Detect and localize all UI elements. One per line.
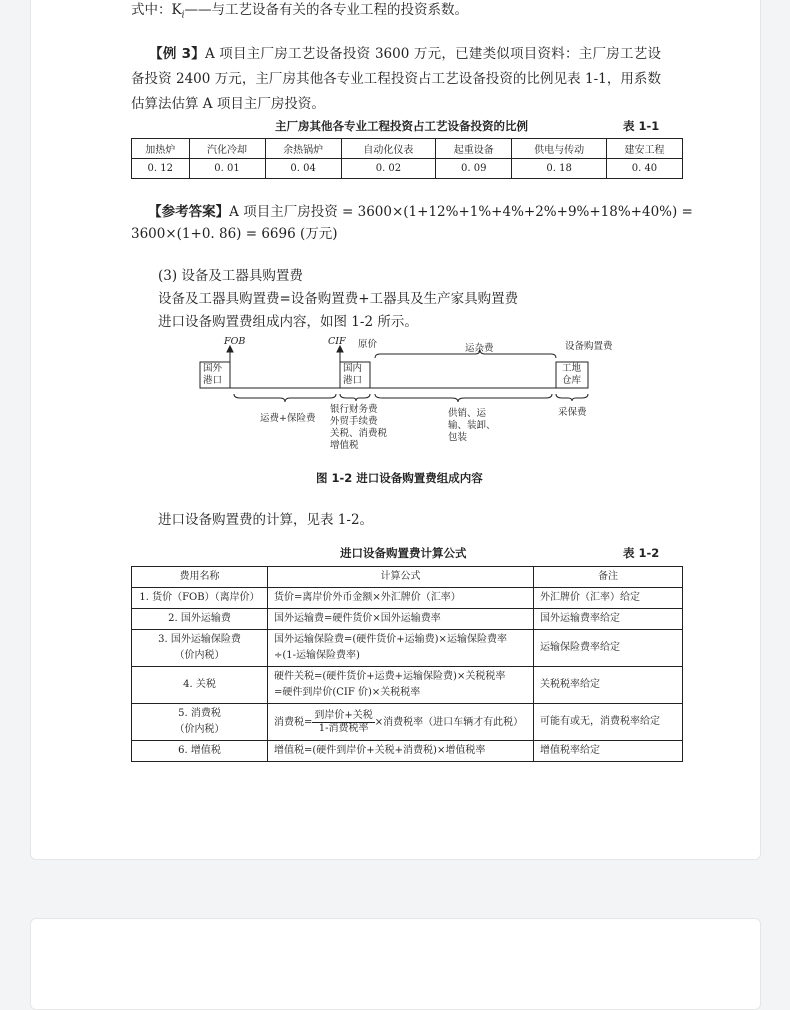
table1-value-row [132, 159, 683, 179]
table1-cell: 0. 04 [265, 159, 341, 179]
variable-definition: 式中：$K_i——$与工艺设备有关的各专业工程的投资系数。 [131, 2, 468, 21]
cif-label: CIF [328, 336, 346, 347]
fee-note: 国外运输费率给定 [534, 609, 683, 630]
shebei-label: 设备购置费 [565, 341, 613, 352]
fee-name: 4. 关税 [132, 667, 268, 704]
table1 [131, 138, 683, 179]
example-3 [131, 42, 661, 117]
fee-name: 5. 消费税 （价内税） [132, 704, 268, 741]
fee-formula: 国外运输费=硬件货价×国外运输费率 [268, 609, 534, 630]
fee-formula: 货价=离岸价外币金额×外汇牌价（汇率） [268, 588, 534, 609]
fee-name: 6. 增值税 [132, 741, 268, 762]
fob-label: FOB [224, 336, 246, 347]
yunzafei-label: 运杂费 [465, 343, 494, 354]
table2-row [132, 667, 683, 704]
section-heading: (3) 设备及工器具购置费 [158, 268, 303, 284]
table1-cell: 0. 40 [606, 159, 682, 179]
table2-header: 备注 [534, 567, 683, 588]
fee-note: 外汇牌价（汇率）给定 [534, 588, 683, 609]
fee-name: 3. 国外运输保险费 （价内税） [132, 630, 268, 667]
example-label: 【例 3】 [149, 46, 205, 62]
table1-header: 余热锅炉 [265, 139, 341, 159]
table2-header-row [132, 567, 683, 588]
table2 [131, 566, 683, 762]
bank-customs-label: 银行财务费 外贸手续费 关税、消费税 增值税 [330, 404, 388, 451]
table1-header-row [132, 139, 683, 159]
fraction: $\frac{\text{到岸价+关税}}{\text{1-消费税率}}$ [314, 709, 373, 734]
table1-cell: 0. 12 [132, 159, 190, 179]
section-formula: 设备及工器具购置费=设备购置费+工器具及生产家具购置费 [158, 291, 519, 307]
fee-note: 关税税率给定 [534, 667, 683, 704]
yuanjia-label: 原价 [358, 339, 378, 350]
fee-name: 2. 国外运输费 [132, 609, 268, 630]
fee-formula: 硬件关税=(硬件货价+运费+运输保险费)×关税税率 =硬件到岸价(CIF 价)×关税税率 [268, 667, 534, 704]
table2-number: 表 1-2 [623, 546, 660, 560]
table1-cell: 0. 18 [512, 159, 607, 179]
freight-insurance-label: 运费+保险费 [260, 413, 316, 424]
diagram-lines [190, 338, 630, 458]
table1-cell: 0. 01 [189, 159, 265, 179]
table1-number: 表 1-1 [623, 119, 660, 133]
table1-header: 汽化冷却 [189, 139, 265, 159]
fee-note: 运输保险费率给定 [534, 630, 683, 667]
fee-formula: 消费税= $\frac{\text{到岸价+关税}}{\text{1-消费税率}}$ ×消费税率（进口车辆才有此税） [268, 704, 534, 741]
table2-row [132, 588, 683, 609]
import-cost-diagram [190, 338, 630, 458]
table1-header: 起重设备 [436, 139, 512, 159]
calc-intro: 进口设备购置费的计算，见表 1-2。 [158, 512, 374, 528]
table1-caption: 主厂房其他各专业工程投资占工艺设备投资的比例 [275, 119, 528, 133]
table2-caption: 进口设备购置费计算公式 [340, 546, 467, 560]
table2-header: 计算公式 [268, 567, 534, 588]
fee-formula: 国外运输保险费=(硬件货价+运输费)×运输保险费率 ÷(1-运输保险费率) [268, 630, 534, 667]
fee-formula: 增值税=(硬件到岸价+关税+消费税)×增值税率 [268, 741, 534, 762]
example-text: A 项目主厂房工艺设备投资 3600 万元，已建类似项目资料：主厂房工艺设备投资 2400 万元，主厂房其他各专业工程投资占工艺设备投资的比例见表 1-1，用系数估算法估算 A 项目主厂房投资。 [131, 46, 661, 112]
table1-header: 加热炉 [132, 139, 190, 159]
table1-cell: 0. 09 [436, 159, 512, 179]
transport-label: 供销、运 输、装卸、 包装 [448, 408, 496, 443]
table1-header: 自动化仪表 [341, 139, 436, 159]
site-warehouse-box: 工地 仓库 [562, 363, 582, 386]
fee-name: 1. 货价（FOB）（离岸价） [132, 588, 268, 609]
table1-header: 供电与传动 [512, 139, 607, 159]
table2-row [132, 609, 683, 630]
table2-header: 费用名称 [132, 567, 268, 588]
procurement-label: 采保费 [558, 407, 587, 418]
foreign-port-box: 国外 港口 [203, 363, 223, 386]
answer-label: 【参考答案】 [148, 204, 230, 220]
table1-cell: 0. 02 [341, 159, 436, 179]
answer-line-1: 【参考答案】A 项目主厂房投资 = 3600×(1+12%+1%+4%+2%+9%+18%+40%) = [148, 204, 693, 220]
table2-row [132, 704, 683, 741]
answer-line-2: 3600×(1+0. 86) = 6696 (万元) [131, 226, 338, 242]
table1-header: 建安工程 [606, 139, 682, 159]
fee-note: 可能有或无，消费税率给定 [534, 704, 683, 741]
table2-row [132, 741, 683, 762]
domestic-port-box: 国内 港口 [343, 363, 363, 386]
next-page-card [30, 918, 761, 1010]
fee-note: 增值税率给定 [534, 741, 683, 762]
figure-caption: 图 1-2 进口设备购置费组成内容 [316, 471, 483, 485]
table2-row [132, 630, 683, 667]
section-intro: 进口设备购置费组成内容，如图 1-2 所示。 [158, 314, 418, 330]
